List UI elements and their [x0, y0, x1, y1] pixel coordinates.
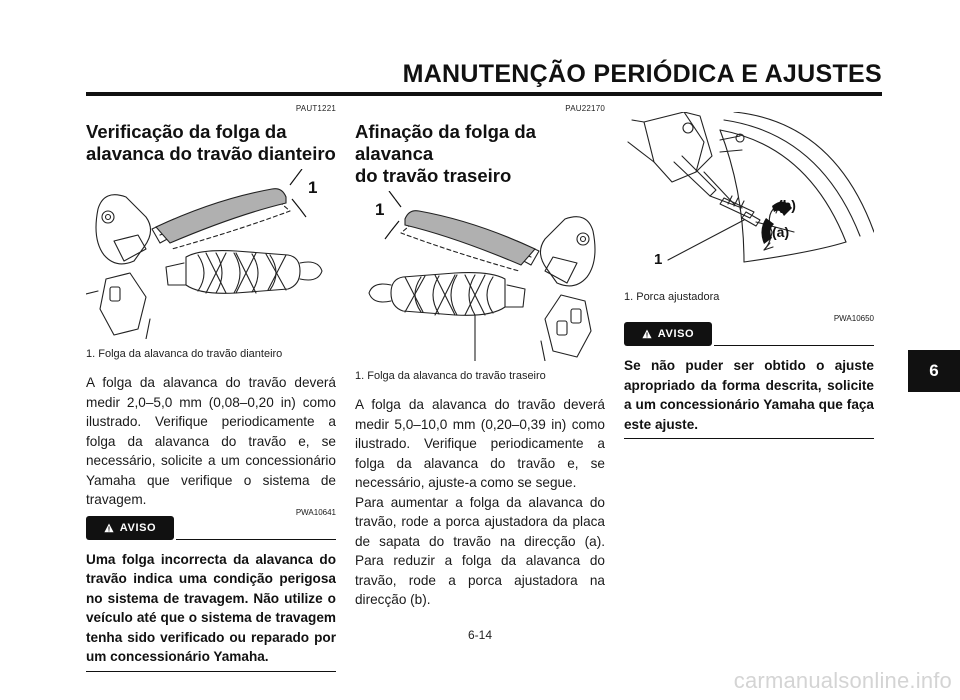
page-header-title: MANUTENÇÃO PERIÓDICA E AJUSTES — [402, 60, 882, 88]
section-title-line2: alavanca do travão dianteiro — [86, 143, 336, 164]
rear-warning-header — [624, 316, 874, 346]
warning-bottom-rule — [624, 438, 874, 439]
section-adjusting-nut — [624, 104, 874, 439]
warning-triangle-icon — [104, 523, 114, 533]
front-brake-figure-caption: 1. Folga da alavanca do travão dianteiro — [86, 348, 283, 360]
aviso-badge — [624, 322, 712, 346]
section-code: PAU22170 — [565, 104, 605, 113]
front-brake-lever-illustration — [86, 169, 336, 339]
rear-lever-callout-1: 1 — [375, 200, 385, 219]
header-rule — [86, 92, 882, 96]
front-warning-header — [86, 507, 336, 540]
front-warning-text: Uma folga incorrecta da alavanca do travão indica uma condição perigosa no sistema de travagem. Não utilize o veículo até que o sistema de travagem tenha sido verificado ou reparado por um concessionário Yamaha. — [86, 551, 336, 664]
front-lever-callout-1: 1 — [308, 178, 318, 197]
rear-brake-lever-illustration — [355, 191, 605, 361]
page-number: 6-14 — [467, 628, 493, 642]
callout-1: 1 — [654, 251, 663, 268]
adjusting-nut-illustration — [624, 112, 874, 270]
section-code: PAUT1221 — [295, 104, 336, 113]
warning-code: PWA10650 — [833, 314, 874, 323]
aviso-badge — [86, 516, 174, 540]
adjusting-nut-figure-caption: 1. Porca ajustadora — [624, 291, 720, 303]
section-title — [86, 121, 336, 165]
front-brake-body: A folga da alavanca do travão deverá medir 2,0–5,0 mm (0,08–0,20 in) como ilustrado. Verifique periodicamente a folga da alavanca do travão e, se necessário, solicite a um concessionário Yamaha que verifique o sistema de travagem. — [86, 375, 336, 507]
warning-code: PWA10641 — [295, 507, 336, 517]
section-rear-brake — [355, 104, 605, 610]
section-title-line1: Verificação da folga da — [86, 121, 287, 142]
callout-a: (a) — [772, 224, 790, 240]
section-title — [355, 121, 605, 187]
rear-brake-figure-caption: 1. Folga da alavanca do travão traseiro — [355, 370, 546, 382]
rear-brake-body-1: A folga da alavanca do travão deverá medir 5,0–10,0 mm (0,20–0,39 in) como ilustrado. Verifique periodicamente a folga da alavanca do travão e, se necessário, ajuste-a como se segue. — [355, 397, 605, 490]
rear-warning-text: Se não puder ser obtido o ajuste apropriado da forma descrita, solicite a um concessionário Yamaha que faça este ajuste. — [624, 358, 874, 432]
warning-rule — [176, 539, 336, 540]
warning-rule — [714, 345, 874, 346]
chapter-tab: 6 — [908, 350, 960, 392]
watermark: carmanualsonline.info — [733, 668, 952, 693]
rear-brake-body-2: Para aumentar a folga da alavanca do travão, rode a porca ajustadora da placa de sapata do travão na direcção (a). Para reduzir a folga da alavanca do travão, rode a porca ajustadora na direcção (b). — [355, 494, 605, 607]
callout-b: (b) — [778, 197, 796, 213]
aviso-label: AVISO — [657, 328, 695, 340]
section-title-line2: do travão traseiro — [355, 165, 512, 186]
section-title-line1: Afinação da folga da alavanca — [355, 121, 536, 164]
warning-bottom-rule — [86, 671, 336, 672]
section-front-brake — [86, 104, 336, 672]
warning-triangle-icon — [642, 329, 652, 339]
aviso-label: AVISO — [119, 521, 157, 534]
